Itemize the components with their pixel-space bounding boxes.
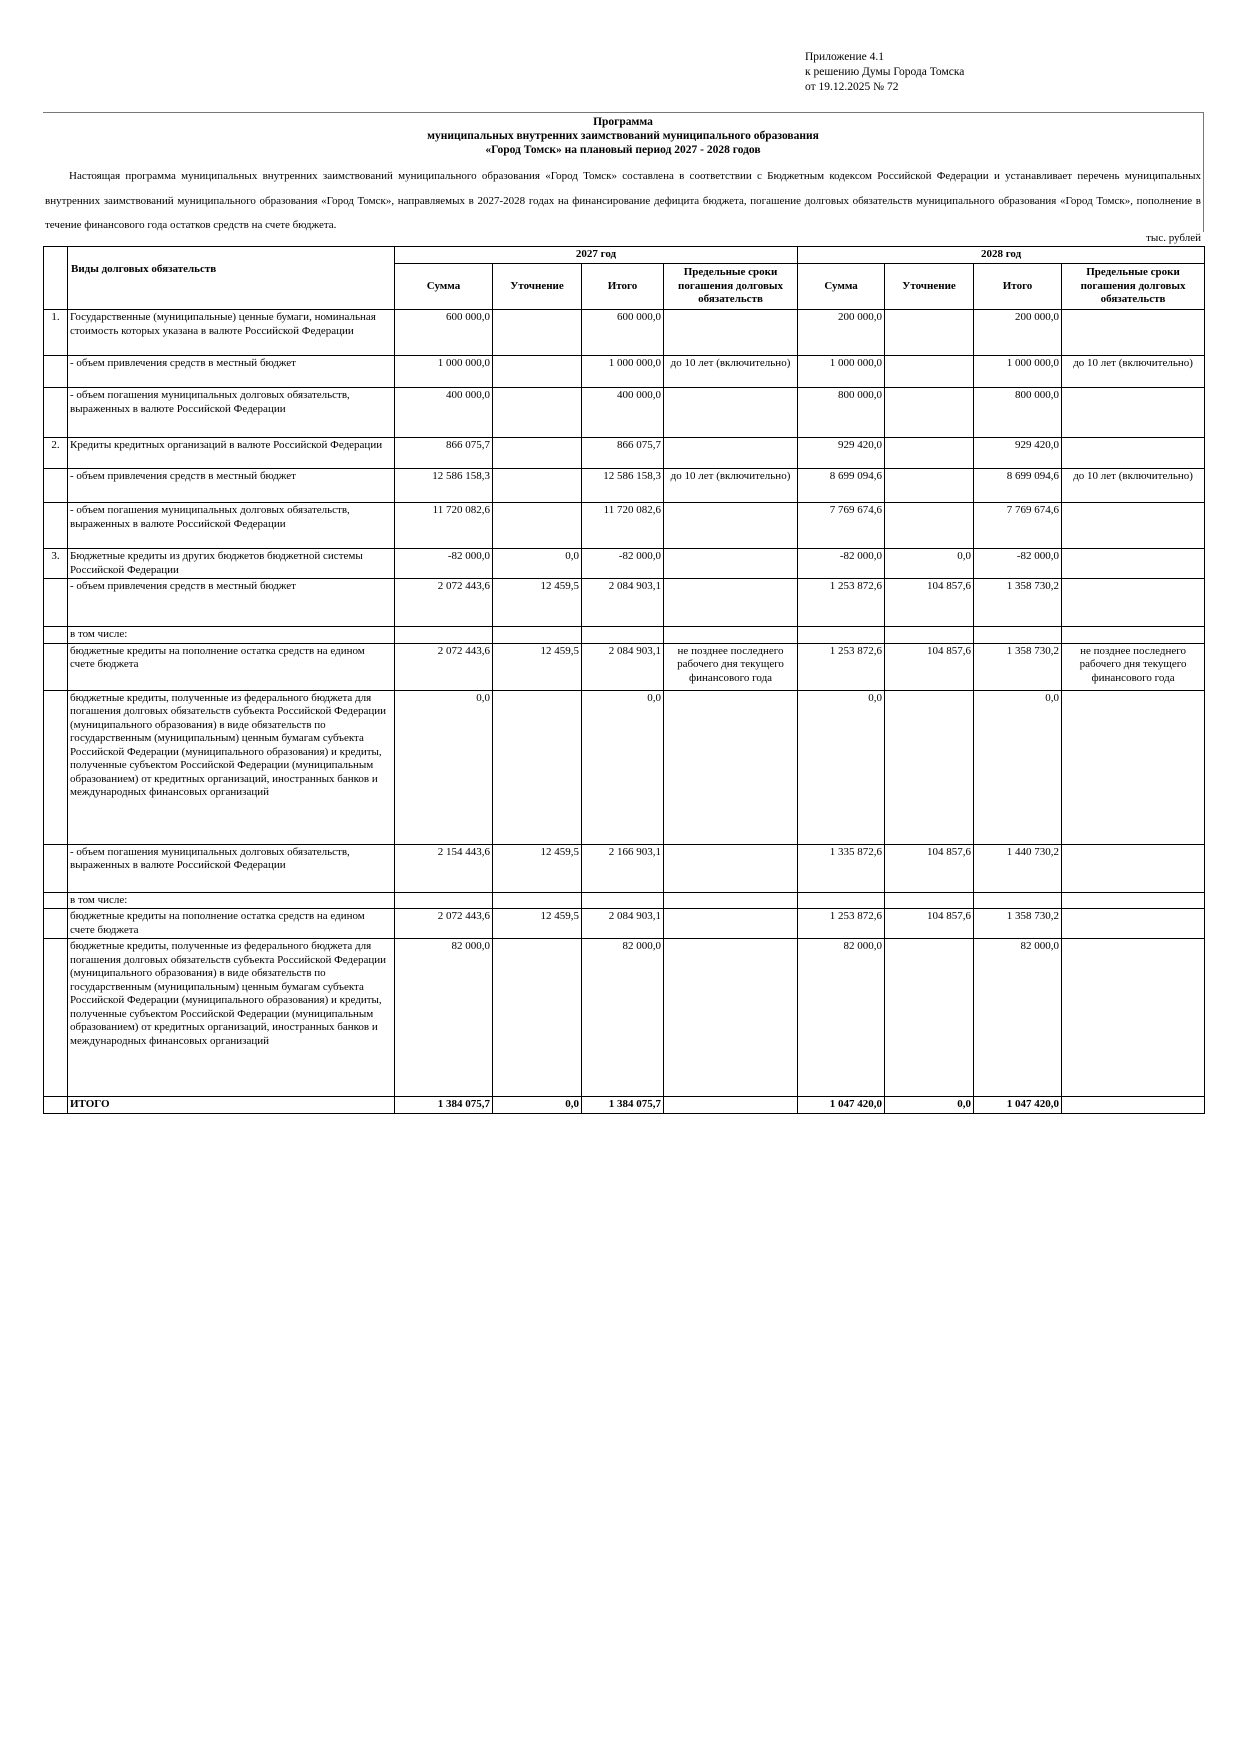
cell-sum-2027: 1 000 000,0 xyxy=(395,356,493,388)
cell-terms-2028 xyxy=(1062,310,1205,356)
table-row xyxy=(44,388,1205,438)
table-row xyxy=(44,690,1205,844)
units-label: тыс. рублей xyxy=(1146,232,1201,244)
cell-terms-2028 xyxy=(1062,388,1205,438)
cell-total-2027: 12 586 158,3 xyxy=(582,469,664,503)
cell-total-2028: 0,0 xyxy=(974,690,1062,844)
table-row xyxy=(44,356,1205,388)
table-row xyxy=(44,310,1205,356)
cell-adjustment-2027 xyxy=(493,939,582,1097)
cell-sum-2027: 2 072 443,6 xyxy=(395,643,493,690)
cell-adjustment-2028 xyxy=(885,388,974,438)
cell-adjustment-2028 xyxy=(885,503,974,549)
cell-sum-2028: 1 000 000,0 xyxy=(798,356,885,388)
cell-sum-2028: 7 769 674,6 xyxy=(798,503,885,549)
table-row xyxy=(44,549,1205,579)
row-name: в том числе: xyxy=(68,627,395,644)
row-index xyxy=(44,643,68,690)
row-index xyxy=(44,844,68,892)
cell-total-2028: 929 420,0 xyxy=(974,438,1062,469)
cell-terms-2028: до 10 лет (включительно) xyxy=(1062,469,1205,503)
table-row xyxy=(44,844,1205,892)
cell-adjustment-2028 xyxy=(885,690,974,844)
cell-terms-2027: до 10 лет (включительно) xyxy=(664,469,798,503)
total-sum-2027: 1 384 075,7 xyxy=(395,1097,493,1114)
cell-sum-2028: 1 253 872,6 xyxy=(798,579,885,627)
cell-sum-2027: -82 000,0 xyxy=(395,549,493,579)
cell-sum-2027: 11 720 082,6 xyxy=(395,503,493,549)
table-row xyxy=(44,627,1205,644)
cell-adjustment-2027: 12 459,5 xyxy=(493,909,582,939)
cell-total-2028: 1 358 730,2 xyxy=(974,579,1062,627)
row-index xyxy=(44,503,68,549)
cell-sum-2027: 600 000,0 xyxy=(395,310,493,356)
cell-adjustment-2028: 104 857,6 xyxy=(885,844,974,892)
cell-terms-2027 xyxy=(664,310,798,356)
cell-total-2028: 1 358 730,2 xyxy=(974,643,1062,690)
row-index xyxy=(44,356,68,388)
intro-paragraph: Настоящая программа муниципальных внутренних заимствований муниципального образования «Город Томск» составлена в соответствии с Бюджетным кодексом Российской Федерации и устанавливает перечень муниципальных внутренних заимствований муниципального образования «Город Томск», направляемых в 2027-2028 годах на финансирование дефицита бюджета, погашение долговых обязательств муниципального образования «Город Томск», пополнение в течение финансового года остатков средств на счете бюджета. xyxy=(45,170,1201,231)
total-total-2027: 1 384 075,7 xyxy=(582,1097,664,1114)
row-name: в том числе: xyxy=(68,892,395,909)
cell-sum-2028 xyxy=(798,892,885,909)
cell-total-2027: 0,0 xyxy=(582,690,664,844)
appendix-reference xyxy=(805,50,964,95)
cell-adjustment-2027 xyxy=(493,892,582,909)
cell-sum-2027: 2 072 443,6 xyxy=(395,909,493,939)
cell-terms-2028 xyxy=(1062,892,1205,909)
cell-sum-2027: 2 072 443,6 xyxy=(395,579,493,627)
cell-total-2027 xyxy=(582,892,664,909)
cell-total-2028: -82 000,0 xyxy=(974,549,1062,579)
cell-terms-2028 xyxy=(1062,579,1205,627)
cell-terms-2028 xyxy=(1062,549,1205,579)
row-index xyxy=(44,892,68,909)
cell-total-2027: 2 084 903,1 xyxy=(582,579,664,627)
cell-adjustment-2027 xyxy=(493,438,582,469)
cell-sum-2028: 800 000,0 xyxy=(798,388,885,438)
cell-adjustment-2028 xyxy=(885,469,974,503)
row-index xyxy=(44,909,68,939)
cell-sum-2027 xyxy=(395,627,493,644)
table-row xyxy=(44,892,1205,909)
header-total-2028: Итого xyxy=(974,264,1062,310)
cell-adjustment-2028 xyxy=(885,892,974,909)
table-row xyxy=(44,438,1205,469)
table-row xyxy=(44,469,1205,503)
cell-total-2027: 866 075,7 xyxy=(582,438,664,469)
cell-terms-2027: до 10 лет (включительно) xyxy=(664,356,798,388)
row-name: - объем погашения муниципальных долговых обязательств, выраженных в валюте Российской Федерации xyxy=(68,388,395,438)
cell-adjustment-2027 xyxy=(493,690,582,844)
row-name: Бюджетные кредиты из других бюджетов бюджетной системы Российской Федерации xyxy=(68,549,395,579)
row-name: - объем привлечения средств в местный бюджет xyxy=(68,356,395,388)
cell-sum-2028: 200 000,0 xyxy=(798,310,885,356)
header-sum-2027: Сумма xyxy=(395,264,493,310)
header-total-2027: Итого xyxy=(582,264,664,310)
header-year-2028: 2028 год xyxy=(798,247,1205,264)
cell-total-2027: -82 000,0 xyxy=(582,549,664,579)
cell-terms-2028 xyxy=(1062,690,1205,844)
cell-adjustment-2027 xyxy=(493,356,582,388)
title-line-1: Программа xyxy=(593,116,653,128)
cell-total-2028: 1 440 730,2 xyxy=(974,844,1062,892)
appendix-line-1: Приложение 4.1 xyxy=(805,51,884,63)
cell-terms-2027 xyxy=(664,438,798,469)
cell-adjustment-2027: 12 459,5 xyxy=(493,844,582,892)
cell-sum-2027: 866 075,7 xyxy=(395,438,493,469)
header-row-years xyxy=(44,247,1205,264)
cell-total-2028: 8 699 094,6 xyxy=(974,469,1062,503)
header-terms-2027: Предельные сроки погашения долговых обязательств xyxy=(664,264,798,310)
row-index xyxy=(44,1097,68,1114)
table-row xyxy=(44,939,1205,1097)
cell-sum-2027: 2 154 443,6 xyxy=(395,844,493,892)
appendix-line-3: от 19.12.2025 № 72 xyxy=(805,81,899,93)
table-row xyxy=(44,643,1205,690)
cell-terms-2028 xyxy=(1062,627,1205,644)
total-total-2028: 1 047 420,0 xyxy=(974,1097,1062,1114)
cell-terms-2028: до 10 лет (включительно) xyxy=(1062,356,1205,388)
cell-adjustment-2027 xyxy=(493,469,582,503)
cell-adjustment-2028: 104 857,6 xyxy=(885,909,974,939)
row-name: бюджетные кредиты на пополнение остатка средств на едином счете бюджета xyxy=(68,909,395,939)
cell-total-2028: 200 000,0 xyxy=(974,310,1062,356)
cell-terms-2027 xyxy=(664,388,798,438)
header-index-cell xyxy=(44,247,68,310)
cell-terms-2027 xyxy=(664,627,798,644)
cell-total-2027: 2 084 903,1 xyxy=(582,909,664,939)
total-sum-2028: 1 047 420,0 xyxy=(798,1097,885,1114)
row-index: 3. xyxy=(44,549,68,579)
cell-adjustment-2027 xyxy=(493,310,582,356)
total-adjustment-2027: 0,0 xyxy=(493,1097,582,1114)
cell-sum-2028: 1 253 872,6 xyxy=(798,909,885,939)
cell-sum-2027: 12 586 158,3 xyxy=(395,469,493,503)
header-year-2027: 2027 год xyxy=(395,247,798,264)
cell-total-2027: 2 084 903,1 xyxy=(582,643,664,690)
row-index xyxy=(44,469,68,503)
cell-sum-2028: 0,0 xyxy=(798,690,885,844)
cell-adjustment-2028 xyxy=(885,356,974,388)
cell-total-2028: 1 358 730,2 xyxy=(974,909,1062,939)
cell-adjustment-2028 xyxy=(885,310,974,356)
cell-terms-2027 xyxy=(664,579,798,627)
cell-terms-2028 xyxy=(1062,503,1205,549)
total-label: ИТОГО xyxy=(68,1097,395,1114)
cell-total-2027: 600 000,0 xyxy=(582,310,664,356)
cell-adjustment-2028 xyxy=(885,627,974,644)
cell-terms-2027 xyxy=(664,503,798,549)
cell-total-2028 xyxy=(974,627,1062,644)
row-index xyxy=(44,939,68,1097)
cell-adjustment-2027 xyxy=(493,627,582,644)
cell-total-2027 xyxy=(582,627,664,644)
cell-terms-2027 xyxy=(664,939,798,1097)
row-index xyxy=(44,690,68,844)
row-name: - объем привлечения средств в местный бюджет xyxy=(68,579,395,627)
cell-sum-2028: 8 699 094,6 xyxy=(798,469,885,503)
appendix-line-2: к решению Думы Города Томска xyxy=(805,66,965,78)
row-name: бюджетные кредиты, полученные из федерального бюджета для погашения долговых обязательств субъекта Российской Федерации (муниципального образования) в виде обязательств по государственным (муниципальным) ценным бумагам субъекта Российской Федерации (муниципального образования) и кредиты, полученные субъектом Российской Федерации (муниципальным образованием) от кредитных организаций, иностранных банков и международных финансовых организаций xyxy=(68,939,395,1097)
cell-terms-2027: не позднее последнего рабочего дня текущего финансового года xyxy=(664,643,798,690)
table-row xyxy=(44,909,1205,939)
cell-total-2027: 2 166 903,1 xyxy=(582,844,664,892)
cell-total-2027: 82 000,0 xyxy=(582,939,664,1097)
cell-terms-2027 xyxy=(664,892,798,909)
cell-sum-2027: 0,0 xyxy=(395,690,493,844)
cell-adjustment-2028: 0,0 xyxy=(885,549,974,579)
cell-sum-2028: 82 000,0 xyxy=(798,939,885,1097)
cell-adjustment-2027 xyxy=(493,388,582,438)
row-name: - объем погашения муниципальных долговых обязательств, выраженных в валюте Российской Федерации xyxy=(68,503,395,549)
row-name: Кредиты кредитных организаций в валюте Российской Федерации xyxy=(68,438,395,469)
cell-adjustment-2028 xyxy=(885,939,974,1097)
row-index: 1. xyxy=(44,310,68,356)
cell-terms-2028 xyxy=(1062,844,1205,892)
table-row xyxy=(44,579,1205,627)
frame-right-rule xyxy=(1203,112,1204,232)
cell-terms-2028 xyxy=(1062,939,1205,1097)
header-sum-2028: Сумма xyxy=(798,264,885,310)
header-adjustment-2027: Уточнение xyxy=(493,264,582,310)
row-index xyxy=(44,579,68,627)
cell-sum-2027 xyxy=(395,892,493,909)
cell-total-2027: 400 000,0 xyxy=(582,388,664,438)
total-adjustment-2028: 0,0 xyxy=(885,1097,974,1114)
cell-total-2027: 1 000 000,0 xyxy=(582,356,664,388)
total-terms-2027 xyxy=(664,1097,798,1114)
cell-adjustment-2027 xyxy=(493,503,582,549)
cell-sum-2028: 1 253 872,6 xyxy=(798,643,885,690)
title-line-3: «Город Томск» на плановый период 2027 - 2028 годов xyxy=(485,144,761,156)
cell-sum-2028: -82 000,0 xyxy=(798,549,885,579)
total-row xyxy=(44,1097,1205,1114)
cell-total-2028: 1 000 000,0 xyxy=(974,356,1062,388)
borrowing-table xyxy=(43,246,1205,1114)
row-name: бюджетные кредиты на пополнение остатка средств на едином счете бюджета xyxy=(68,643,395,690)
row-name: - объем привлечения средств в местный бюджет xyxy=(68,469,395,503)
title-line-2: муниципальных внутренних заимствований муниципального образования xyxy=(427,130,819,142)
cell-terms-2028: не позднее последнего рабочего дня текущего финансового года xyxy=(1062,643,1205,690)
cell-adjustment-2028: 104 857,6 xyxy=(885,579,974,627)
row-index: 2. xyxy=(44,438,68,469)
cell-total-2028: 800 000,0 xyxy=(974,388,1062,438)
cell-total-2028: 7 769 674,6 xyxy=(974,503,1062,549)
cell-terms-2028 xyxy=(1062,438,1205,469)
cell-adjustment-2027: 0,0 xyxy=(493,549,582,579)
cell-sum-2028: 1 335 872,6 xyxy=(798,844,885,892)
cell-terms-2027 xyxy=(664,909,798,939)
table-row xyxy=(44,503,1205,549)
header-terms-2028: Предельные сроки погашения долговых обязательств xyxy=(1062,264,1205,310)
cell-sum-2028: 929 420,0 xyxy=(798,438,885,469)
row-index xyxy=(44,388,68,438)
cell-total-2028: 82 000,0 xyxy=(974,939,1062,1097)
cell-adjustment-2027: 12 459,5 xyxy=(493,579,582,627)
row-name: бюджетные кредиты, полученные из федерального бюджета для погашения долговых обязательств субъекта Российской Федерации (муниципального образования) в виде обязательств по государственным (муниципальным) ценным бумагам субъекта Российской Федерации (муниципального образования) и кредиты, полученные субъектом Российской Федерации (муниципальным образованием) от кредитных организаций, иностранных банков и международных финансовых организаций xyxy=(68,690,395,844)
cell-total-2028 xyxy=(974,892,1062,909)
header-adjustment-2028: Уточнение xyxy=(885,264,974,310)
cell-sum-2027: 82 000,0 xyxy=(395,939,493,1097)
cell-adjustment-2028: 104 857,6 xyxy=(885,643,974,690)
row-index xyxy=(44,627,68,644)
document-title xyxy=(43,115,1203,157)
cell-terms-2028 xyxy=(1062,909,1205,939)
cell-sum-2028 xyxy=(798,627,885,644)
row-name: Государственные (муниципальные) ценные бумаги, номинальная стоимость которых указана в валюте Российской Федерации xyxy=(68,310,395,356)
header-kind: Виды долговых обязательств xyxy=(68,247,395,310)
cell-terms-2027 xyxy=(664,549,798,579)
total-terms-2028 xyxy=(1062,1097,1205,1114)
cell-adjustment-2028 xyxy=(885,438,974,469)
cell-adjustment-2027: 12 459,5 xyxy=(493,643,582,690)
frame-top-rule xyxy=(43,112,1203,113)
row-name: - объем погашения муниципальных долговых обязательств, выраженных в валюте Российской Федерации xyxy=(68,844,395,892)
cell-total-2027: 11 720 082,6 xyxy=(582,503,664,549)
cell-terms-2027 xyxy=(664,690,798,844)
cell-terms-2027 xyxy=(664,844,798,892)
cell-sum-2027: 400 000,0 xyxy=(395,388,493,438)
